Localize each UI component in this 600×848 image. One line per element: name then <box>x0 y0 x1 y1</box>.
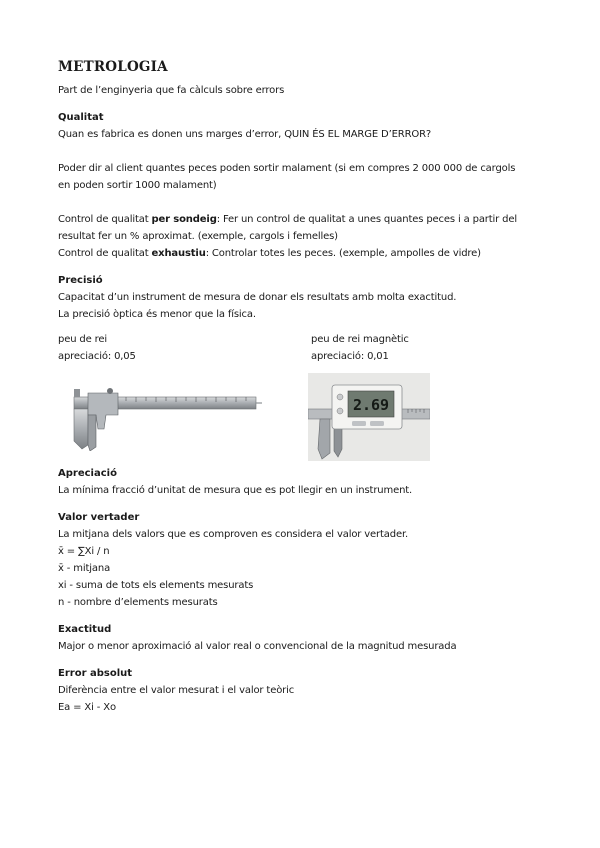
qualitat-line-2: Poder dir al client quantes peces poden sortir malament (si em compres 2 000 000 de cargols <box>58 163 516 174</box>
error-absolut-formula: Ea = Xi - Xo <box>58 702 116 713</box>
qualitat-line-3: en poden sortir 1000 malament) <box>58 180 217 191</box>
digital-caliper-image <box>308 373 430 461</box>
qualitat-line-4 <box>58 211 558 228</box>
tool-right-apreciacio: apreciació: 0,01 <box>311 351 389 362</box>
qualitat-line-5: resultat fer un % aproximat. (exemple, cargols i femelles) <box>58 231 338 242</box>
precisio-line-2: La precisió òptica és menor que la física. <box>58 309 256 320</box>
qualitat-line-1: Quan es fabrica es donen uns marges d’error, QUIN ÉS EL MARGE D’ERROR? <box>58 129 432 140</box>
tools-section <box>58 331 558 441</box>
exactitud-line-1: Major o menor aproximació al valor real o convencional de la magnitud mesurada <box>58 641 457 652</box>
qualitat-line-6 <box>58 245 558 262</box>
error-absolut-heading: Error absolut <box>58 668 133 679</box>
tool-left-name: peu de rei <box>58 334 108 345</box>
precisio-heading: Precisió <box>58 275 103 286</box>
caliper-display-value: 2.69 <box>352 396 390 414</box>
qualitat-line-6-pre: Control de qualitat <box>58 248 152 259</box>
exactitud-heading: Exactitud <box>58 624 112 635</box>
valor-vertader-line-4: xi - suma de tots els elements mesurats <box>58 580 254 591</box>
qualitat-heading: Qualitat <box>58 112 104 123</box>
tool-right <box>311 331 409 365</box>
sondeig-term: per sondeig <box>151 214 217 225</box>
qualitat-line-6-post: : Controlar totes les peces. (exemple, ampolles de vidre) <box>205 248 481 259</box>
precisio-line-1: Capacitat d’un instrument de mesura de donar els resultats amb molta exactitud. <box>58 292 457 303</box>
tool-left <box>58 331 136 365</box>
tool-left-apreciacio: apreciació: 0,05 <box>58 351 136 362</box>
error-absolut-line-1: Diferència entre el valor mesurat i el valor teòric <box>58 685 295 696</box>
document-page <box>58 58 558 716</box>
valor-vertader-line-3: x̄ - mitjana <box>58 563 111 574</box>
vernier-caliper-image <box>66 385 266 451</box>
qualitat-line-4-pre: Control de qualitat <box>58 214 152 225</box>
exhaustiu-term: exhaustiu <box>151 248 206 259</box>
valor-vertader-line-5: n - nombre d’elements mesurats <box>58 597 218 608</box>
tool-right-name: peu de rei magnètic <box>311 334 409 345</box>
valor-vertader-formula: x̄ = ∑Xi / n <box>58 546 110 557</box>
apreciacio-heading: Apreciació <box>58 468 117 479</box>
qualitat-line-4-post: : Fer un control de qualitat a unes quantes peces i a partir del <box>216 214 517 225</box>
page-title: METROLOGIA <box>58 59 168 75</box>
valor-vertader-line-1: La mitjana dels valors que es comproven es considera el valor vertader. <box>58 529 409 540</box>
subtitle: Part de l’enginyeria que fa càlculs sobre errors <box>58 85 285 96</box>
valor-vertader-heading: Valor vertader <box>58 512 140 523</box>
apreciacio-line-1: La mínima fracció d’unitat de mesura que es pot llegir en un instrument. <box>58 485 413 496</box>
